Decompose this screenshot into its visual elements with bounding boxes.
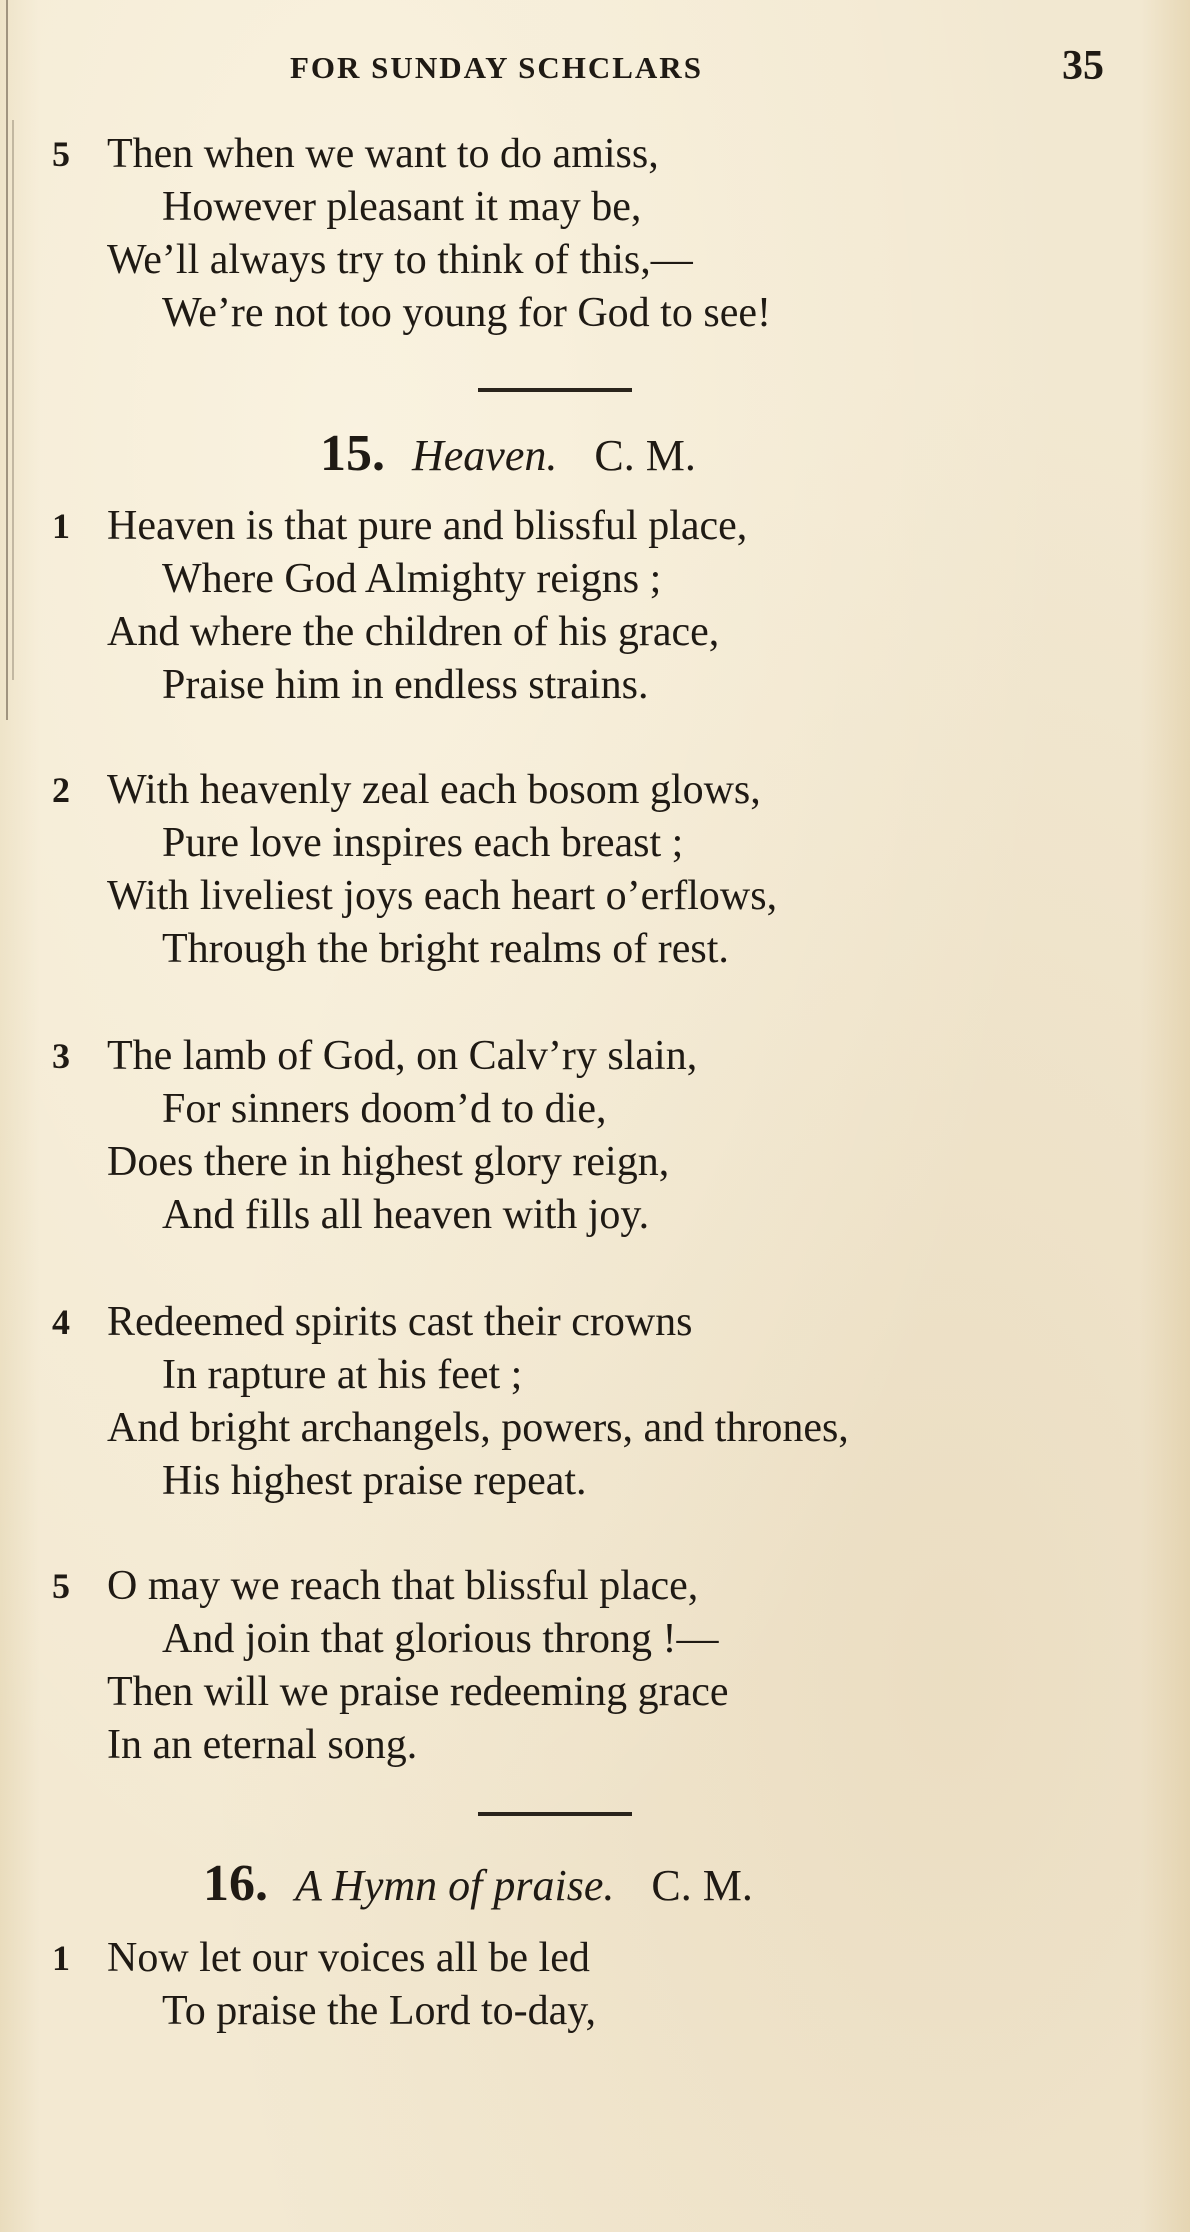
stanza-line <box>0 870 1190 923</box>
hymn-heading <box>320 424 696 483</box>
stanza-line <box>0 287 1190 340</box>
verse-text: In an eternal song. <box>107 1722 418 1768</box>
running-title: FOR SUNDAY SCHCLARS <box>290 50 703 85</box>
stanza-line <box>0 1349 1190 1402</box>
hymn-number: 16. <box>203 1855 268 1912</box>
verse-text: To praise the Lord to-day, <box>162 1988 597 2034</box>
stanza-line <box>0 1030 1190 1083</box>
stanza-line <box>0 1083 1190 1136</box>
stanza-line <box>0 1613 1190 1666</box>
verse-text: Through the bright realms of rest. <box>162 926 729 972</box>
stanza-line <box>0 1560 1190 1613</box>
stanza-line <box>0 817 1190 870</box>
stanza-line <box>0 1932 1190 1985</box>
verse-text: Does there in highest glory reign, <box>107 1139 670 1185</box>
verse-text: Now let our voices all be led <box>107 1935 590 1981</box>
stanza <box>0 1560 1190 1772</box>
stanza-line <box>0 1296 1190 1349</box>
verse-text: In rapture at his feet ; <box>162 1352 523 1398</box>
verse-text: Heaven is that pure and blissful place, <box>107 503 748 549</box>
verse-text: With liveliest joys each heart o’erflows, <box>107 873 778 919</box>
stanza-line <box>0 923 1190 976</box>
verse-text: For sinners doom’d to die, <box>162 1086 607 1132</box>
stanza-number: 5 <box>52 134 70 174</box>
stanza-line <box>0 1985 1190 2038</box>
stanza-number: 3 <box>52 1036 70 1076</box>
stanza-line <box>0 659 1190 712</box>
stanza <box>0 764 1190 976</box>
hymn-meter: C. M. <box>651 1861 753 1910</box>
hymn-heading <box>203 1854 753 1913</box>
verse-text: We’ll always try to think of this,— <box>107 237 693 283</box>
stanza-line <box>0 1455 1190 1508</box>
verse-text: We’re not too young for God to see! <box>162 290 771 336</box>
hymn-title: A Hymn of praise. <box>295 1861 615 1910</box>
stanza-line <box>0 234 1190 287</box>
section-divider-rule <box>478 1812 632 1816</box>
hymn-title: Heaven. <box>412 431 558 480</box>
stanza-number: 1 <box>52 506 70 546</box>
stanza-number: 4 <box>52 1302 70 1342</box>
verse-text: Then when we want to do amiss, <box>107 131 659 177</box>
stanza-line <box>0 1136 1190 1189</box>
stanza-number: 2 <box>52 770 70 810</box>
verse-text: His highest praise repeat. <box>162 1458 587 1504</box>
stanza-line <box>0 764 1190 817</box>
verse-text: With heavenly zeal each bosom glows, <box>107 767 761 813</box>
stanza-line <box>0 606 1190 659</box>
verse-text: Praise him in endless strains. <box>162 662 649 708</box>
stanza <box>0 1296 1190 1508</box>
stanza-line <box>0 553 1190 606</box>
stanza-line <box>0 181 1190 234</box>
section-divider-rule <box>478 388 632 392</box>
stanza-line <box>0 1666 1190 1719</box>
stanza-number: 1 <box>52 1938 70 1978</box>
page-number: 35 <box>1062 43 1104 89</box>
stanza <box>0 1932 1190 2038</box>
verse-text: And bright archangels, powers, and thrones, <box>107 1405 849 1451</box>
verse-text: The lamb of God, on Calv’ry slain, <box>107 1033 698 1079</box>
verse-text: And fills all heaven with joy. <box>162 1192 650 1238</box>
hymn-meter: C. M. <box>594 431 696 480</box>
verse-text: Redeemed spirits cast their crowns <box>107 1299 693 1345</box>
hymn-number: 15. <box>320 425 385 482</box>
verse-text: However pleasant it may be, <box>162 184 642 230</box>
stanza-number: 5 <box>52 1566 70 1606</box>
verse-text: Pure love inspires each breast ; <box>162 820 684 866</box>
stanza-line <box>0 500 1190 553</box>
stanza-line <box>0 128 1190 181</box>
verse-text: Where God Almighty reigns ; <box>162 556 662 602</box>
verse-text: Then will we praise redeeming grace <box>107 1669 729 1715</box>
stanza <box>0 1030 1190 1242</box>
stanza-line <box>0 1189 1190 1242</box>
verse-text: And join that glorious throng !— <box>162 1616 719 1662</box>
stanza-continued <box>0 128 1190 340</box>
verse-text: O may we reach that blissful place, <box>107 1563 699 1609</box>
verse-text: And where the children of his grace, <box>107 609 720 655</box>
stanza-line <box>0 1719 1190 1772</box>
stanza <box>0 500 1190 712</box>
stanza-line <box>0 1402 1190 1455</box>
